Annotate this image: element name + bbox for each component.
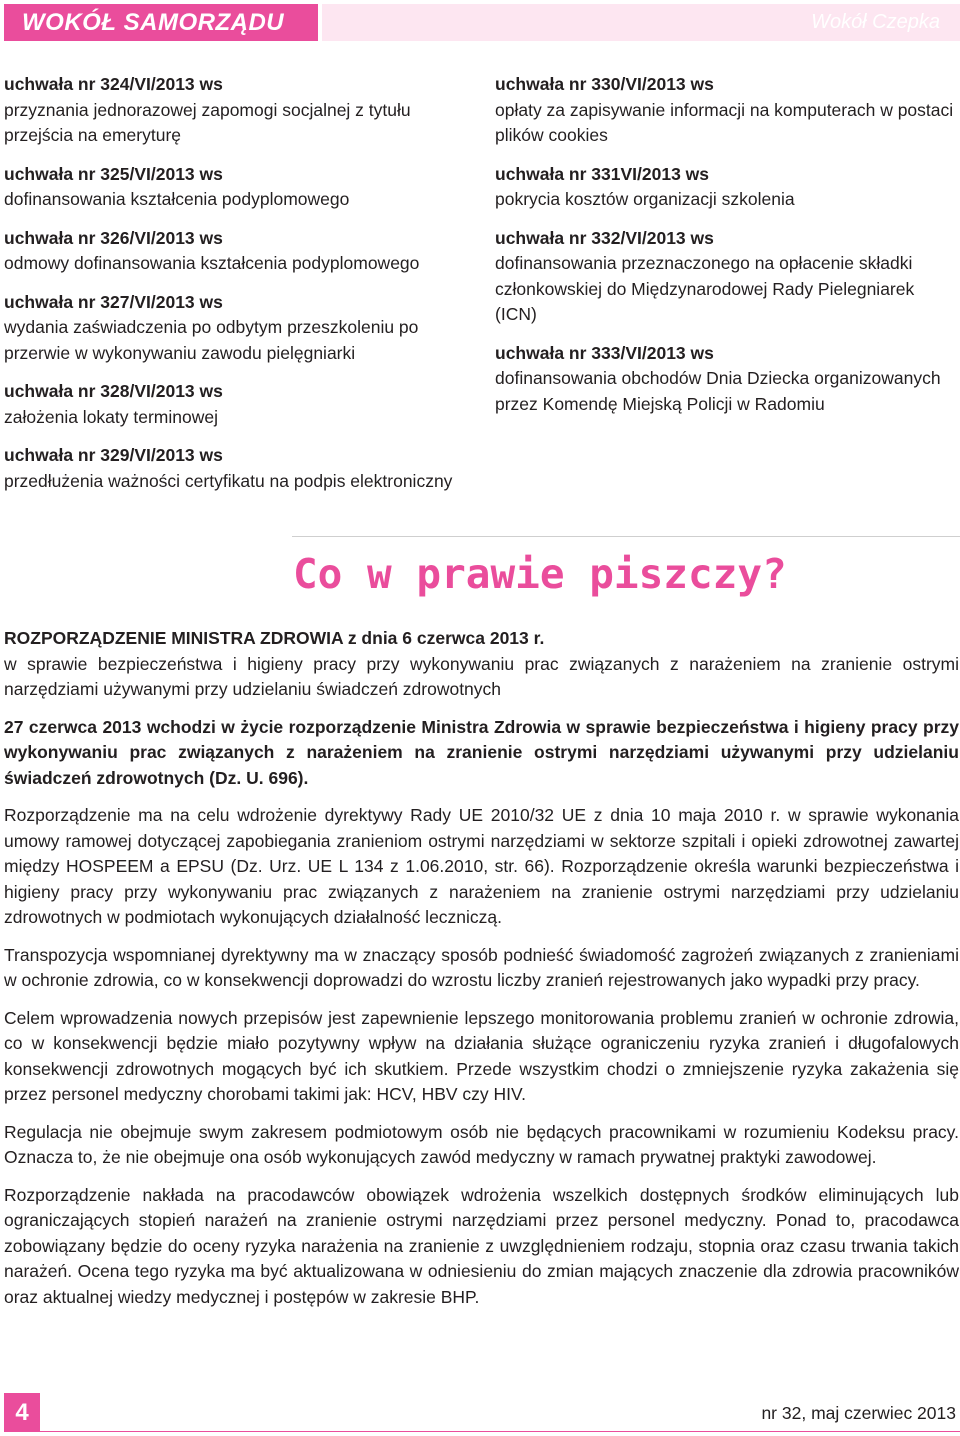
resolution-item [495,341,955,418]
resolution-text: przyznania jednorazowej zapomogi socjalnej z tytułu przejścia na emeryturę [4,99,411,145]
resolution-item [495,72,955,149]
resolution-number: uchwała nr 329/VI/2013 ws [4,445,223,465]
resolution-text: odmowy dofinansowania kształcenia podyplomowego [4,253,420,273]
resolution-number: uchwała nr 333/VI/2013 ws [495,342,714,363]
resolution-item [495,226,955,328]
resolution-number: uchwała nr 330/VI/2013 ws [495,74,714,94]
resolutions-left-column [4,72,474,507]
resolution-number: uchwała nr 325/VI/2013 ws [4,163,223,184]
issue-label: nr 32, maj czerwiec 2013 [761,1403,956,1423]
section-divider [292,536,960,537]
article-paragraph: Transpozycja wspomnianej dyrektywny ma w znaczący sposób podnieść świadomość zagrożeń związanych z zranieniami w ochronie zdrowia, co w konsekwencji doprowadzi do wzrostu liczby zranień rejestrowanych jako wypadki przy pracy. [4,944,959,990]
resolution-text: założenia lokaty terminowej [4,406,218,427]
resolution-number: uchwała nr 327/VI/2013 ws [4,291,223,312]
article-paragraph: Celem wprowadzenia nowych przepisów jest zapewnienie lepszego monitorowania problemu zranień w ochronie zdrowia, co w konsekwencji będzie miało pozytywny wpływ na działania służące ograniczeniu ryzyka zranień i długofalowych konsekwencji zdrowotnych mogących być ich skutkiem. Przede wszystkim chodzi o zmniejszenie ryzyka zakażenia się przez personel medyczny chorobami takimi jak: HCV, HBV czy HIV. [4,1007,959,1104]
resolution-item [4,226,474,277]
resolution-number: uchwała nr 324/VI/2013 ws [4,74,223,94]
resolution-item [4,379,474,430]
resolutions-right-column [495,72,955,430]
resolution-number: uchwała nr 326/VI/2013 ws [4,227,223,248]
article-paragraph: Regulacja nie obejmuje swym zakresem podmiotowym osób nie będących pracownikami w rozumieniu Kodeksu pracy. Oznacza to, że nie obejmuje ona osób wykonujących zawód medyczny w ramach prywatnej praktyki zawodowej. [4,1121,959,1167]
resolution-text: pokrycia kosztów organizacji szkolenia [495,189,795,209]
footer-rule [40,1431,960,1432]
section-header: WOKÓŁ SAMORZĄDU [4,4,318,41]
resolution-item [4,162,474,213]
page-number: 4 [4,1393,40,1432]
article-lead: 27 czerwca 2013 wchodzi w życie rozporządzenie Ministra Zdrowia w sprawie bezpieczeństwa i higieny pracy przy wykonywaniu prac związanych z narażeniem na zranienie ostrymi narzędziami używanymi przy udzielaniu świadczeń zdrowotnych (Dz. U. 696). [4,716,959,788]
article-body [4,626,959,1322]
resolution-text: dofinansowania obchodów Dnia Dziecka organizowanych przez Komendę Miejską Policji w Radomiu [495,368,941,414]
resolution-item [4,72,474,149]
resolution-item [4,443,474,494]
regulation-title: ROZPORZĄDZENIE MINISTRA ZDROWIA z dnia 6 czerwca 2013 r. [4,628,545,648]
resolution-text: dofinansowania kształcenia podyplomowego [4,189,350,209]
resolution-item [495,162,955,213]
resolution-text: dofinansowania przeznaczonego na opłacenie składki członkowskiej do Międzynarodowej Rady Pielegniarek (ICN) [495,253,915,324]
section-title: Co w prawie piszczy? [293,550,787,598]
resolution-item [4,290,474,367]
resolution-text: przedłużenia ważności certyfikatu na podpis elektroniczny [4,470,453,491]
resolution-number: uchwała nr 332/VI/2013 ws [495,227,714,248]
regulation-subtitle: w sprawie bezpieczeństwa i higieny pracy przy wykonywaniu prac związanych z narażeniem na zranienie ostrymi narzędziami używanymi przy udzielaniu świadczeń zdrowotnych [4,653,959,699]
resolution-text: wydania zaświadczenia po odbytym przeszkoleniu po przerwie w wykonywaniu zawodu pielęgniarki [4,317,419,363]
category-header: Wokół Czepka [322,4,960,41]
resolution-number: uchwała nr 331VI/2013 ws [495,163,710,184]
article-paragraph: Rozporządzenie nakłada na pracodawców obowiązek wdrożenia wszelkich dostępnych środków eliminujących lub ograniczających stopień narażeń na zranienie ostrymi narzędziami przez personel medyczny. Ponad to, pracodawca zobowiązany będzie do oceny ryzyka narażenia na zranienie z uwzględnieniem rodzaju, stopnia oraz czasu trwania takich narażeń. Ocena tego ryzyka ma być aktualizowana w odniesieniu do zmian mających znaczenie dla zdrowia pracowników oraz aktualnej wiedzy medycznej i postępów w zakresie BHP. [4,1184,959,1307]
resolution-number: uchwała nr 328/VI/2013 ws [4,381,223,401]
resolution-text: opłaty za zapisywanie informacji na komputerach w postaci plików cookies [495,99,954,145]
article-paragraph: Rozporządzenie ma na celu wdrożenie dyrektywy Rady UE 2010/32 UE z dnia 10 maja 2010 r. w sprawie wykonania umowy ramowej dotyczącej zapobiegania zranieniom ostrymi narzędziami w sektorze szpitali i opieki zdrowotnej zawartej między HOSPEEM a EPSU (Dz. Urz. UE L 134 z 1.06.2010, str. 66). Rozporządzenie określa warunki bezpieczeństwa i higieny pracy przy wykonywaniu prac związanych z narażeniem na zranienie ostrymi narzędziami przy udzielaniu zdrowotnych w podmiotach wykonujących działalność leczniczą. [4,805,959,927]
